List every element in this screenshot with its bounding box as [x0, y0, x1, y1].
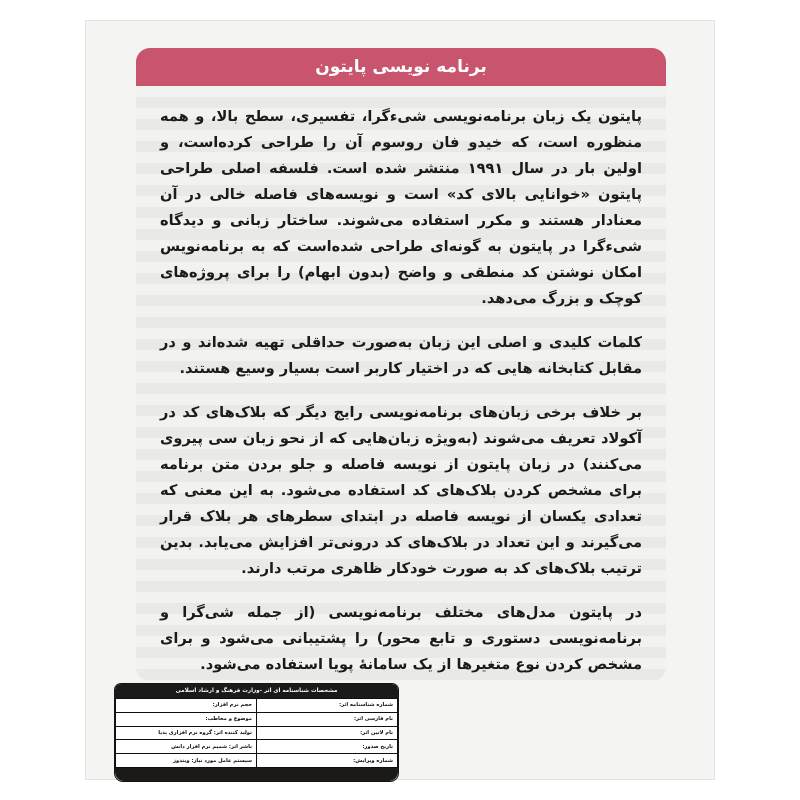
table-row — [116, 754, 398, 768]
page-title: برنامه نویسی پایتون — [315, 57, 487, 77]
identity-table-footer — [115, 768, 398, 781]
table-cell-value: موضوع و مخاطب: — [116, 712, 257, 726]
table-cell-label: نام لاتین اثر: — [257, 726, 398, 740]
title-banner — [136, 48, 666, 86]
description-paragraph-3: بر خلاف برخی زبان‌های برنامه‌نویسی رایج دیگر که بلاک‌های کد در آکولاد تعریف می‌شوند (به‌ویژه زبان‌هایی که از نحو زبان سی پیروی می‌کنند) در زبان پایتون از نویسه فاصله و جلو بردن متن برنامه برای مشخص کردن بلاک‌های کد استفاده می‌شود. به این معنی که تعدادی یکسان از نویسه فاصله در ابتدای سطرهای هر بلاک قرار می‌گیرند و این تعداد در بلاک‌های کد درونی‌تر افزایش می‌یابد. بدین ترتیب بلاک‌های کد به صورت خودکار ظاهری مرتب دارند. — [160, 404, 642, 577]
table-row — [116, 699, 398, 713]
product-card — [85, 20, 715, 780]
table-cell-value: تولید کننده اثر: گروه نرم افزاری پدیا — [116, 726, 257, 740]
identity-table-grid — [115, 698, 398, 768]
identity-table-header: مشخصات شناسنامه ای اثر -وزارت فرهنگ و ارشاد اسلامی — [115, 684, 398, 698]
table-row — [116, 712, 398, 726]
table-cell-value: سیستم عامل مورد نیاز: ویندوز — [116, 754, 257, 768]
description-paragraph-2: کلمات کلیدی و اصلی این زبان به‌صورت حداقلی تهیه شده‌اند و در مقابل کتابخانه هایی که در اختیار کاربر است بسیار وسیع هستند. — [160, 334, 642, 377]
table-cell-value: حجم نرم افزار: — [116, 699, 257, 713]
description-body — [136, 86, 666, 681]
table-cell-label: شماره ویرایش: — [257, 754, 398, 768]
table-row — [116, 726, 398, 740]
table-cell-value: ناشر اثر: شمیم نرم افزار دانش — [116, 740, 257, 754]
description-paragraph-4: در پایتون مدل‌های مختلف برنامه‌نویسی (از جمله شی‌گرا و برنامه‌نویسی دستوری و تابع محور) را پشتیبانی می‌شود و برای مشخص کردن نوع متغیرها از یک سامانهٔ پویا استفاده می‌شود. — [160, 604, 642, 673]
table-cell-label: نام فارسی اثر: — [257, 712, 398, 726]
table-row — [116, 740, 398, 754]
table-cell-label: تاریخ صدور: — [257, 740, 398, 754]
description-paragraph-1: پایتون یک زبان برنامه‌نویسی شیءگرا، تفسیری، سطح بالا، و همه منظوره است، که خیدو فان روسوم آن را طراحی کرده‌است، و اولین بار در سال ۱۹۹۱ منتشر شده است. فلسفه اصلی طراحی پایتون «خوانایی بالای کد» است و نویسه‌های فاصله خالی در آن معنادار هستند و مکرر استفاده می‌شوند. ساختار زبانی و دیدگاه شیءگرا در پایتون به گونه‌ای طراحی شده‌است که به برنامه‌نویس امکان نوشتن کد منطقی و واضح (بدون ابهام) را برای پروژه‌های کوچک و بزرگ می‌دهد. — [160, 108, 642, 307]
identity-table — [114, 683, 399, 782]
table-cell-label: شماره شناسنامه اثر: — [257, 699, 398, 713]
